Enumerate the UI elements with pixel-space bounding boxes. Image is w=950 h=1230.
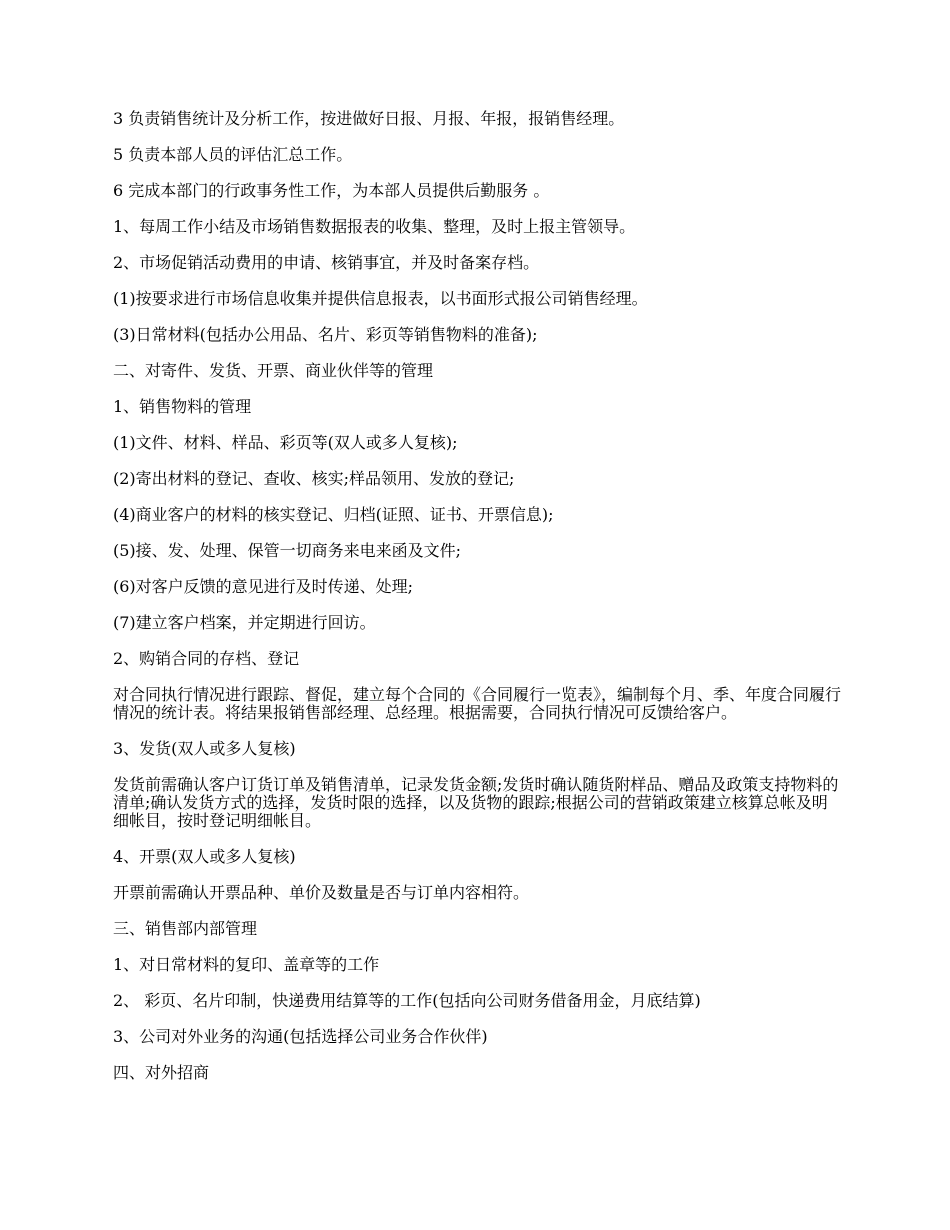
paragraph: 6 完成本部门的行政事务性工作，为本部人员提供后勤服务 。 [113,181,550,200]
paragraph: 2、市场促销活动费用的申请、核销事宜，并及时备案存档。 [113,253,540,272]
paragraph: 1、对日常材料的复印、盖章等的工作 [113,955,380,974]
paragraph: 3、公司对外业务的沟通(包括选择公司业务合作伙伴) [113,1027,488,1046]
section-heading: 四、对外招商 [113,1063,210,1082]
paragraph: (2)寄出材料的登记、查收、核实;样品领用、发放的登记; [113,469,515,488]
paragraph: 开票前需确认开票品种、单价及数量是否与订单内容相符。 [113,883,530,902]
subsection-heading: 2、购销合同的存档、登记 [113,649,300,668]
paragraph: (3)日常材料(包括办公用品、名片、彩页等销售物料的准备); [113,325,538,344]
paragraph: (7)建立客户档案，并定期进行回访。 [113,613,376,632]
paragraph: 发货前需确认客户订货订单及销售清单，记录发货金额;发货时确认随货附样品、赠品及政策支持物料的清单;确认发货方式的选择，发货时限的选择，以及货物的跟踪;根据公司的营销政策建立核算总帐及明细帐目，按时登记明细帐目。 [113,775,839,830]
section-heading: 三、销售部内部管理 [113,919,258,938]
paragraph: (6)对客户反馈的意见进行及时传递、处理; [113,577,414,596]
paragraph: (5)接、发、处理、保管一切商务来电来函及文件; [113,541,462,560]
paragraph: (1)按要求进行市场信息收集并提供信息报表，以书面形式报公司销售经理。 [113,289,648,308]
paragraph: 1、每周工作小结及市场销售数据报表的收集、整理，及时上报主管领导。 [113,217,636,236]
subsection-heading: 4、开票(双人或多人复核) [113,847,296,866]
subsection-heading: 1、销售物料的管理 [113,397,252,416]
paragraph: 5 负责本部人员的评估汇总工作。 [113,145,353,164]
paragraph: (1)文件、材料、样品、彩页等(双人或多人复核); [113,433,458,452]
subsection-heading: 3、发货(双人或多人复核) [113,739,296,758]
document-body [113,110,843,1100]
paragraph: 2、 彩页、名片印制，快递费用结算等的工作(包括向公司财务借备用金，月底结算) [113,991,701,1010]
paragraph: (4)商业客户的材料的核实登记、归档(证照、证书、开票信息); [113,505,554,524]
paragraph: 3 负责销售统计及分析工作，按进做好日报、月报、年报，报销售经理。 [113,109,625,128]
section-heading: 二、对寄件、发货、开票、商业伙伴等的管理 [113,361,434,380]
paragraph: 对合同执行情况进行跟踪、督促，建立每个合同的《合同履行一览表》，编制每个月、季、年度合同履行情况的统计表。将结果报销售部经理、总经理。根据需要，合同执行情况可反馈给客户。 [113,685,842,722]
